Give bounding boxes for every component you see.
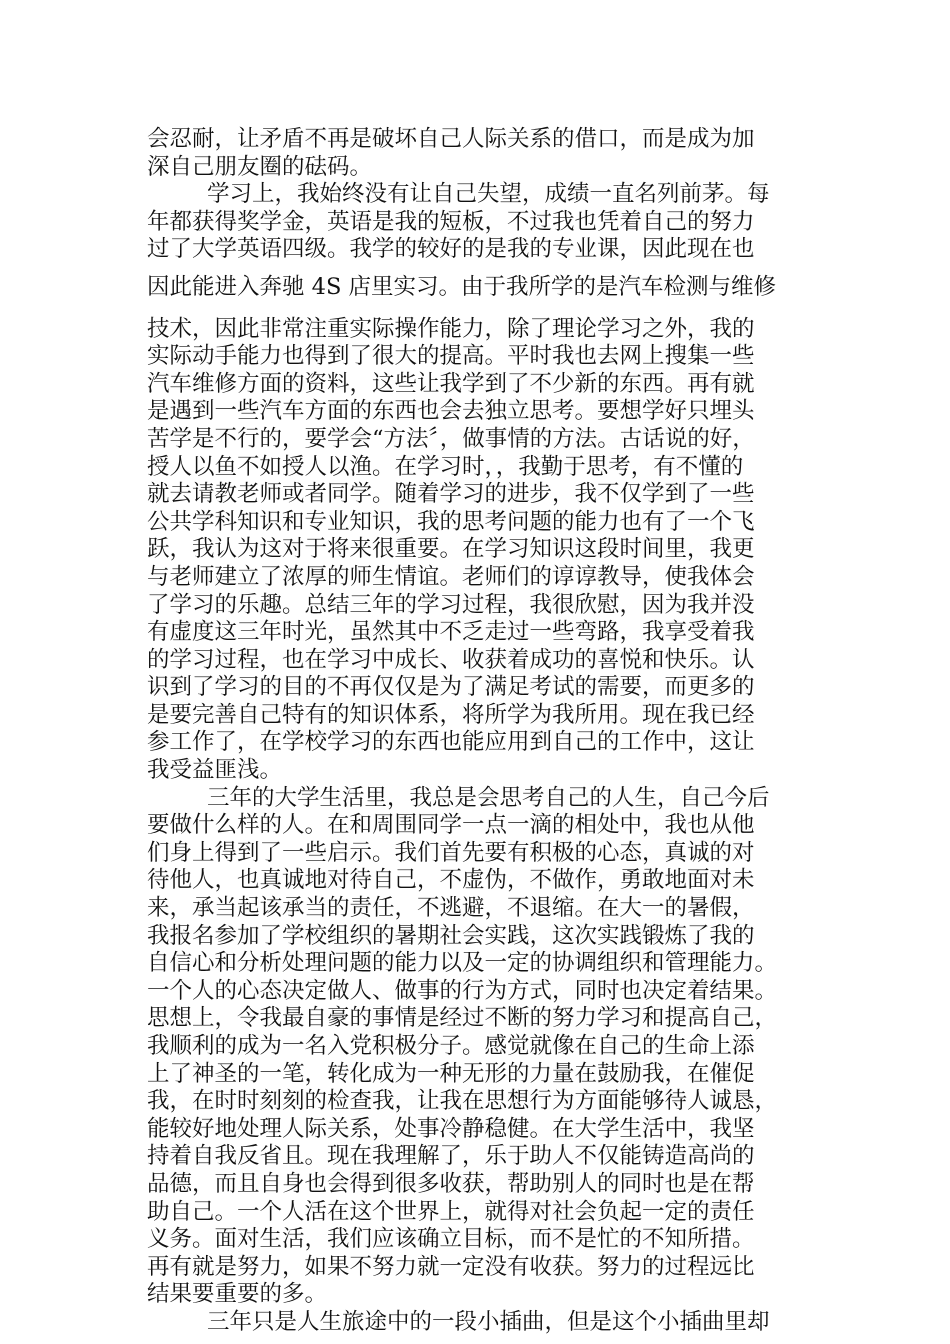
text-line: 一个人的心态决定做人、做事的行为方式，同时也决定着结果。	[147, 977, 778, 1004]
paragraph-start-line: 三年只是人生旅途中的一段小插曲，但是这个小插曲里却	[207, 1308, 770, 1335]
text-line: 了学习的乐趣。总结三年的学习过程，我很欣慰，因为我并没	[147, 591, 755, 618]
text-line: 跃，我认为这对于将来很重要。在学习知识这段时间里，我更	[147, 536, 755, 563]
text-line: 参工作了，在学校学习的东西也能应用到自己的工作中，这让	[147, 729, 755, 756]
text-line: 持着自我反省且。现在我理解了，乐于助人不仅能铸造高尚的	[147, 1143, 755, 1170]
text-line: 我受益匪浅。	[147, 757, 283, 784]
text-line: 授人以鱼不如授人以渔。在学习时，，我勤于思考，有不懂的	[147, 453, 744, 480]
text-line: 品德，而且自身也会得到很多收获，帮助别人的同时也是在帮	[147, 1170, 755, 1197]
text-line: 与老师建立了浓厚的师生情谊。老师们的谆谆教导，使我体会	[147, 563, 755, 590]
text-line: 我，在时时刻刻的检查我，让我在思想行为方面能够待人诚恳，	[147, 1088, 778, 1115]
text-line: 过了大学英语四级。我学的较好的是我的专业课，因此现在也	[147, 236, 755, 263]
text-line: 思想上，令我最自豪的事情是经过不断的努力学习和提高自己，	[147, 1005, 778, 1032]
text-line: 来，承当起该承当的责任，不逃避，不退缩。在大一的暑假，	[147, 895, 755, 922]
text-line: 要做什么样的人。在和周围同学一点一滴的相处中，我也从他	[147, 812, 755, 839]
text-line: 助自己。一个人活在这个世界上，就得对社会负起一定的责任	[147, 1198, 755, 1225]
text-line: 会忍耐，让矛盾不再是破坏自己人际关系的借口，而是成为加	[147, 126, 755, 152]
text-line: 就去请教老师或者同学。随着学习的进步，我不仅学到了一些	[147, 481, 755, 508]
text-line: 上了神圣的一笔，转化成为一种无形的力量在鼓励我，在催促	[147, 1060, 755, 1087]
text-line: 结果要重要的多。	[147, 1281, 328, 1308]
text-line: 待他人，也真诚地对待自己，不虚伪，不做作，勇敢地面对未	[147, 867, 755, 894]
text-line: 们身上得到了一些启示。我们首先要有积极的心态，真诚的对	[147, 839, 755, 866]
text-line: 有虚度这三年时光，虽然其中不乏走过一些弯路，我享受着我	[147, 619, 755, 646]
text-line: 因此能进入奔驰 4S 店里实习。由于我所学的是汽车检测与维修	[147, 273, 777, 300]
text-line: 是要完善自己特有的知识体系，将所学为我所用。现在我已经	[147, 701, 755, 728]
text-line: 深自己朋友圈的砝码。	[147, 153, 373, 180]
text-line: 年都获得奖学金，英语是我的短板，不过我也凭着自己的努力	[147, 208, 755, 235]
paragraph-start-line: 三年的大学生活里，我总是会思考自己的人生，自己今后	[207, 784, 770, 811]
text-line: 自信心和分析处理问题的能力以及一定的协调组织和管理能力。	[147, 950, 778, 977]
text-line: 汽车维修方面的资料，这些让我学到了不少新的东西。再有就	[147, 370, 755, 397]
text-line: 识到了学习的目的不再仅仅是为了满足考试的需要，而更多的	[147, 674, 755, 701]
text-line: 公共学科知识和专业知识，我的思考问题的能力也有了一个飞	[147, 508, 755, 535]
text-line: 技术，因此非常注重实际操作能力，除了理论学习之外，我的	[147, 315, 755, 342]
text-line: 再有就是努力，如果不努力就一定没有收获。努力的过程远比	[147, 1253, 755, 1280]
text-line: 我顺利的成为一名入党积极分子。感觉就像在自己的生命上添	[147, 1033, 755, 1059]
paragraph-start-line: 学习上，我始终没有让自己失望，成绩一直名列前茅。每	[207, 181, 770, 208]
text-line: 能较好地处理人际关系，处事冷静稳健。在大学生活中，我坚	[147, 1115, 755, 1142]
text-line: 的学习过程，也在学习中成长、收获着成功的喜悦和快乐。认	[147, 646, 755, 673]
document-body	[147, 126, 812, 1337]
text-line: 义务。面对生活，我们应该确立目标，而不是忙的不知所措。	[147, 1226, 755, 1253]
text-line: 是遇到一些汽车方面的东西也会去独立思考。要想学好只埋头	[147, 398, 755, 425]
text-line: 实际动手能力也得到了很大的提高。平时我也去网上搜集一些	[147, 343, 755, 370]
text-line: 苦学是不行的，要学会“方法〞，做事情的方法。古话说的好，	[147, 425, 755, 452]
text-line: 我报名参加了学校组织的暑期社会实践，这次实践锻炼了我的	[147, 922, 755, 949]
